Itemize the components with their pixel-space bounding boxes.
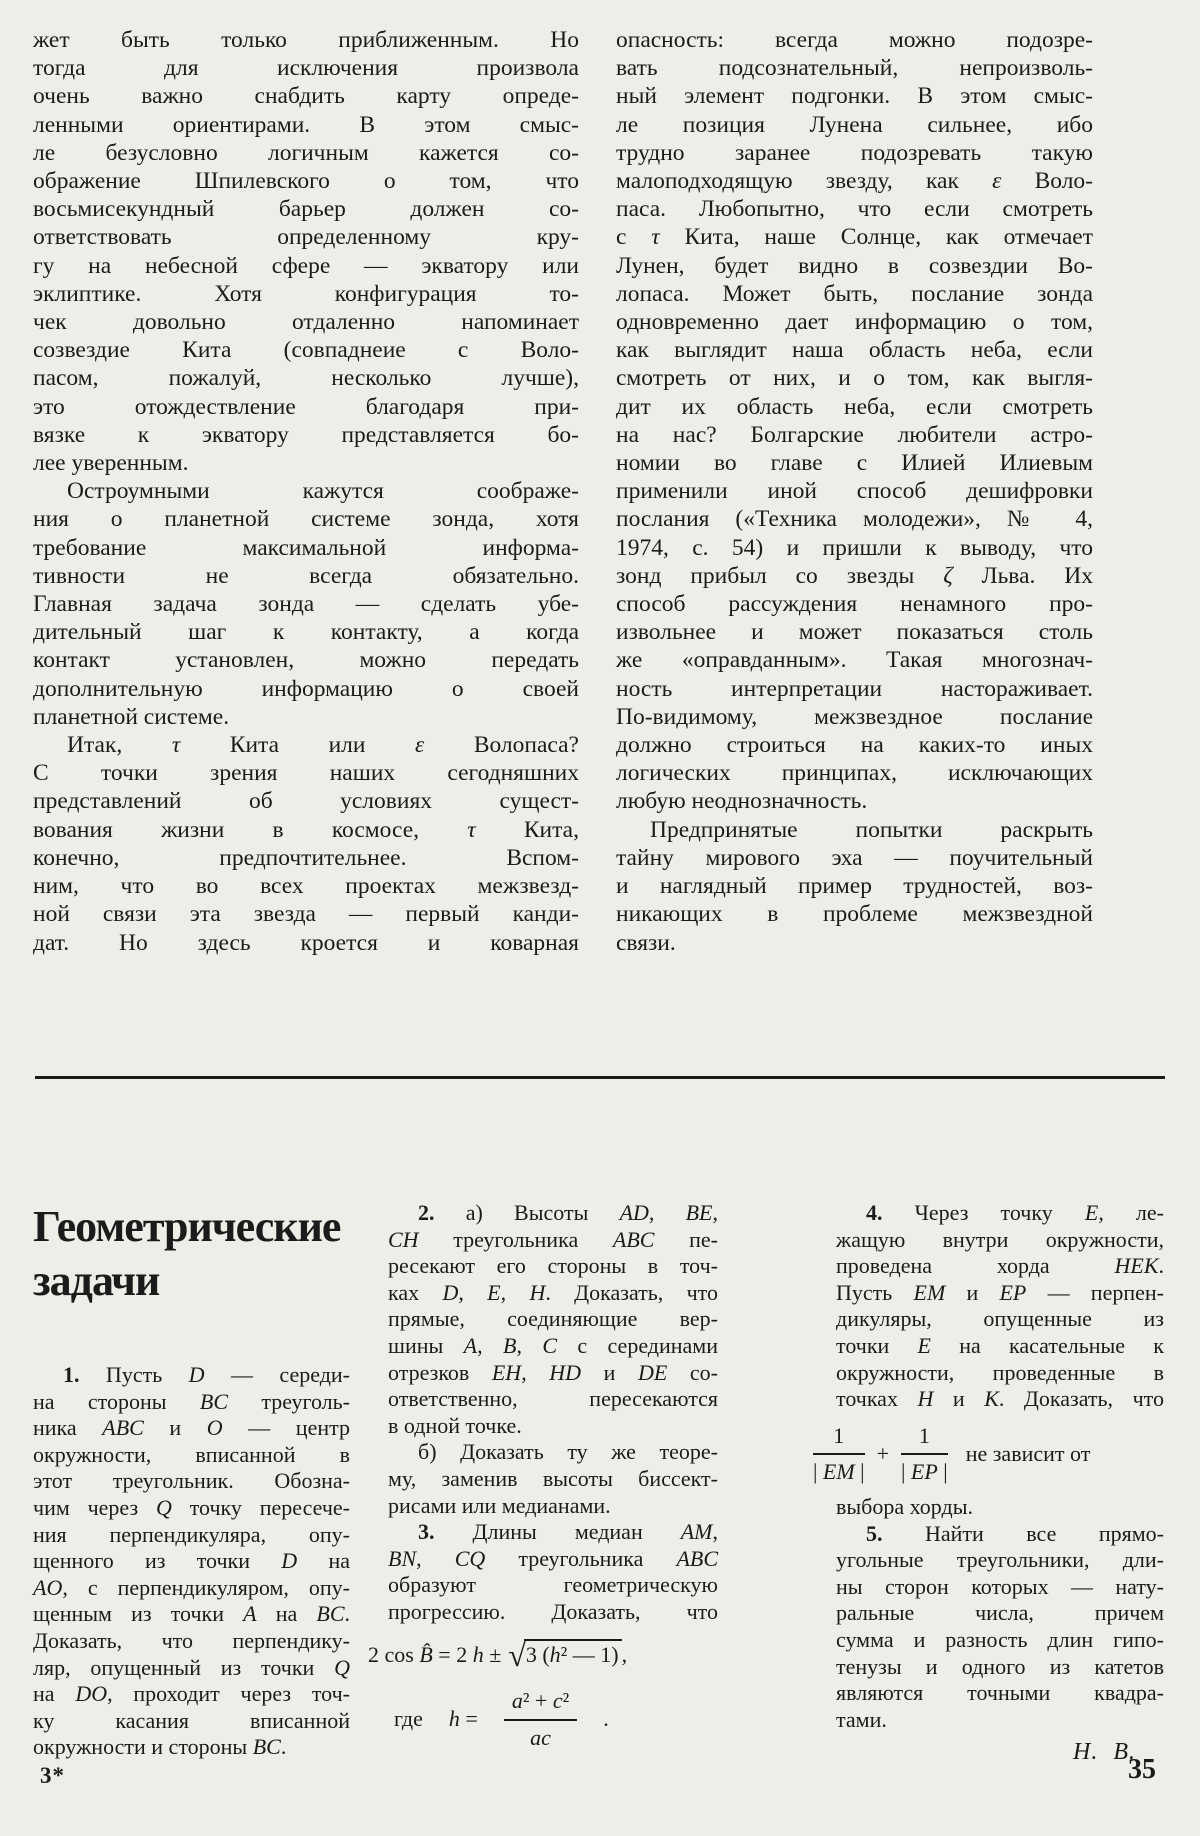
text-line: на стороны BC треуголь- — [33, 1388, 350, 1414]
text-line: лее уверенным. — [33, 450, 189, 477]
text-line: точки E на касательные к — [836, 1332, 1164, 1358]
fraction-denominator: | EP | — [901, 1459, 948, 1485]
text-line: требование максимальной информа- — [33, 534, 579, 561]
text-line: ния перпендикуляра, опу- — [33, 1521, 350, 1547]
page-number: 35 — [1128, 1754, 1156, 1785]
text-line: 4. Через точку E, ле- — [866, 1200, 1165, 1225]
text-line: очень важно снабдить карту опреде- — [33, 83, 579, 110]
text-line: трудно заранее подозревать такую — [616, 139, 1093, 166]
text-line: ленными ориентирами. В этом смыс- — [33, 111, 579, 138]
text-line: как выглядит наша область неба, если — [616, 337, 1093, 364]
text-line: способ рассуждения ненамного про- — [616, 591, 1093, 618]
text-line: номии во главе с Илией Илиевым — [616, 450, 1093, 477]
text-line: ле безусловно логичным кажется со- — [33, 139, 579, 166]
text-line: ный элемент подгонки. В этом смыс- — [616, 83, 1093, 110]
text-line: зонд прибыл со звезды ζ Льва. Их — [616, 562, 1094, 589]
text-line: контакт установлен, можно передать — [33, 647, 579, 674]
text-line: одновременно дает информацию о том, — [616, 309, 1093, 336]
text-line: образуют геометрическую — [388, 1572, 718, 1598]
text-line: планетной системе. — [33, 703, 230, 730]
formula-h-lhs: h = — [448, 1706, 478, 1732]
text-line: паса. Любопытно, что если смотреть — [616, 196, 1093, 223]
text-line: Остроумными кажутся соображе- — [67, 478, 579, 505]
text-line: С точки зрения наших сегодняшних — [33, 760, 579, 787]
text-line: Лунен, будет видно в созвездии Во- — [616, 252, 1093, 279]
text-line: вования жизни в космосе, τ Кита, — [33, 816, 579, 843]
problems-section-title — [33, 1200, 350, 1308]
text-line: Предпринятые попытки раскрыть — [650, 816, 1093, 843]
text-line: дат. Но здесь кроется и коварная — [33, 929, 579, 956]
text-line: чим через Q точку пересече- — [33, 1494, 350, 1520]
article-text — [33, 26, 1093, 957]
text-line: никающих в проблеме межзвездной — [616, 901, 1093, 928]
text-line: опасность: всегда можно подозре- — [616, 27, 1093, 53]
text-line: проведена хорда HEK. — [836, 1253, 1164, 1279]
text-line: Пусть EM и EP — перпен- — [836, 1279, 1164, 1305]
article-column-right — [616, 26, 1093, 957]
text-line: малоподходящую звезду, как ε Воло- — [616, 168, 1093, 195]
formula-3-radicand: 3 (h² — 1) — [524, 1639, 622, 1667]
signature-mark: 3* — [40, 1763, 65, 1788]
text-line: 5. Найти все прямо- — [866, 1520, 1164, 1546]
text-line: конечно, предпочтительнее. Вспом- — [33, 844, 579, 871]
section-divider-rule — [35, 1076, 1165, 1079]
text-line: дит их область неба, если смотреть — [616, 393, 1093, 420]
text-line: ле позиция Лунена сильнее, ибо — [616, 111, 1093, 138]
fraction-numerator: 1 — [901, 1423, 948, 1456]
text-line: ляр, опущенный из точки Q — [33, 1654, 350, 1680]
text-line: ках D, E, H. Доказать, что — [388, 1279, 719, 1305]
text-line: дополнительную информацию о своей — [33, 675, 579, 702]
section-title-line1: Геометрические — [33, 1202, 341, 1251]
text-line: жащую внутри окружности, — [836, 1226, 1164, 1252]
text-line: и наглядный пример трудностей, воз- — [616, 873, 1093, 900]
text-line: точках H и K. Доказать, что — [836, 1386, 1164, 1412]
text-line: ника ABC и O — центр — [33, 1415, 350, 1441]
text-line: рисами или медианами. — [388, 1492, 611, 1518]
text-line: же «оправданным». Такая многознач- — [616, 647, 1093, 674]
text-line: на DO, проходит через точ- — [33, 1681, 350, 1707]
problems-column-2 — [368, 1200, 719, 1751]
text-line: AO, с перпендикуляром, опу- — [33, 1574, 350, 1600]
text-line: окружности и стороны BC. — [33, 1734, 287, 1760]
text-line: му, заменив высоты биссект- — [388, 1465, 718, 1491]
text-line: на нас? Болгарские любители астро- — [616, 421, 1093, 448]
problems-column-3 — [813, 1200, 1165, 1766]
text-line: ним, что во всех проектах межзвезд- — [33, 873, 579, 900]
text-line: ны сторон которых — нату- — [836, 1573, 1164, 1599]
fraction-numerator: 1 — [813, 1423, 865, 1456]
text-line: ображение Шпилевского о том, что — [33, 168, 579, 195]
text-line: извольнее и может показаться столь — [616, 619, 1093, 646]
text-line: щенного из точки D на — [33, 1548, 350, 1574]
text-line: ния о планетной системе зонда, хотя — [33, 506, 579, 533]
text-line: BN, CQ треугольника ABC — [388, 1545, 718, 1571]
text-line: б) Доказать ту же теоре- — [418, 1439, 718, 1465]
text-line: гу на небесной сфере — экватору или — [33, 252, 579, 279]
text-line: Доказать, что перпендику- — [33, 1627, 350, 1653]
text-line: шины A, B, C с серединами — [388, 1332, 718, 1358]
text-line: ответственно, пересекаются — [388, 1386, 718, 1412]
formula-3-tail: , — [621, 1641, 628, 1667]
text-line: ральные числа, причем — [836, 1600, 1164, 1626]
text-line: являются точными квадра- — [836, 1680, 1164, 1706]
text-line: CH треугольника ABC пе- — [388, 1226, 718, 1252]
problems-2-3-text — [388, 1200, 718, 1626]
fraction — [504, 1688, 577, 1751]
text-line: чек довольно отдаленно напоминает — [33, 309, 579, 336]
problem-4-text — [836, 1200, 1164, 1413]
text-line: должно строиться на каких-то иных — [616, 732, 1093, 759]
text-line: это отождествление благодаря при- — [33, 393, 579, 420]
plus-sign: + — [876, 1441, 889, 1467]
text-line: в одной точке. — [388, 1412, 522, 1438]
text-line: с τ Кита, наше Солнце, как отмечает — [616, 224, 1093, 251]
formula-h-definition — [388, 1688, 718, 1751]
fraction — [901, 1423, 948, 1486]
text-line: прямые, соединяющие вер- — [388, 1306, 718, 1332]
fraction — [813, 1423, 865, 1486]
text-line: применили иной способ дешифровки — [616, 478, 1093, 505]
text-line: любую неоднозначность. — [616, 788, 868, 815]
text-line: тами. — [836, 1706, 887, 1732]
problems-column-1 — [33, 1200, 350, 1761]
text-line: вать подсознательный, непроизволь- — [616, 55, 1093, 82]
text-line: окружности, вписанной в — [33, 1441, 350, 1467]
formula-h-label: где — [394, 1706, 423, 1732]
text-line: логических принципах, исключающих — [616, 760, 1093, 787]
text-line: восьмисекундный барьер должен со- — [33, 196, 579, 223]
text-line: пасом, пожалуй, несколько лучше), — [33, 365, 579, 392]
text-line: дительный шаг к контакту, а когда — [33, 619, 579, 646]
fraction-denominator: ac — [530, 1724, 551, 1750]
text-line: По-видимому, межзвездное послание — [616, 703, 1093, 730]
text-line: Итак, τ Кита или ε Волопаса? — [67, 732, 579, 759]
fraction-denominator: | EM | — [813, 1459, 865, 1485]
text-line: сумма и разность длин гипо- — [836, 1626, 1164, 1652]
text-line: смотреть от них, и о том, как выгля- — [616, 365, 1093, 392]
text-line: послания («Техника молодежи», № 4, — [616, 506, 1093, 533]
text-line: представлений об условиях сущест- — [33, 788, 579, 815]
text-line: дикуляры, опущенные из — [836, 1306, 1164, 1332]
section-title-line2: задачи — [33, 1256, 160, 1305]
text-line: тогда для исключения произвола — [33, 55, 579, 82]
text-line: ресекают его стороны в точ- — [388, 1253, 718, 1279]
text-line: 2. а) Высоты AD, BE, — [418, 1200, 718, 1225]
text-line: ку касания вписанной — [33, 1707, 350, 1733]
text-line: выбора хорды. — [836, 1493, 973, 1519]
text-line: жет быть только приближенным. Но — [33, 27, 579, 53]
text-line: 1. Пусть D — середи- — [63, 1362, 350, 1387]
text-line: отрезков EH, HD и DE со- — [388, 1359, 719, 1385]
fraction-numerator: a² + c² — [504, 1688, 577, 1721]
formula-problem-4 — [813, 1423, 1164, 1486]
text-line: 3. Длины медиан AM, — [418, 1519, 718, 1545]
formula-h-tail: . — [603, 1706, 609, 1732]
text-line: лопаса. Может быть, послание зонда — [616, 280, 1093, 307]
text-line: щенным из точки A на BC. — [33, 1601, 350, 1627]
text-line: ной связи эта звезда — первый канди- — [33, 901, 579, 928]
text-line: ответствовать определенному кру- — [33, 224, 579, 251]
text-line: Главная задача зонда — сделать убе- — [33, 591, 579, 618]
formula-problem-3 — [368, 1636, 718, 1673]
text-line: прогрессию. Доказать, что — [388, 1598, 718, 1624]
text-line: ность интерпретации настораживает. — [616, 675, 1093, 702]
text-line: тивности не всегда обязательно. — [33, 562, 579, 589]
text-line: угольные треугольники, дли- — [836, 1547, 1164, 1573]
author-initials: Н. В. — [1073, 1739, 1136, 1766]
text-line: окружности, проведенные в — [836, 1359, 1164, 1385]
text-line: тенузы и одного из катетов — [836, 1653, 1164, 1679]
text-line: созвездие Кита (совпаднеие с Воло- — [33, 337, 579, 364]
text-line: связи. — [616, 929, 676, 956]
problem-5-text — [836, 1494, 1164, 1733]
problem-1-text — [33, 1362, 350, 1761]
text-line: тайну мирового эха — поучительный — [616, 844, 1093, 871]
text-line: эклиптике. Хотя конфигурация то- — [33, 280, 579, 307]
formula-4-tail: не зависит от — [965, 1441, 1091, 1467]
text-line: 1974, с. 54) и пришли к выводу, что — [616, 534, 1093, 561]
article-column-left — [33, 26, 579, 957]
formula-3-lhs: 2 cos B̂ = 2 h ± — [368, 1641, 502, 1667]
text-line: вязке к экватору представляется бо- — [33, 421, 579, 448]
text-line: этот треугольник. Обозна- — [33, 1468, 350, 1494]
square-root-icon: √ — [508, 1636, 526, 1673]
